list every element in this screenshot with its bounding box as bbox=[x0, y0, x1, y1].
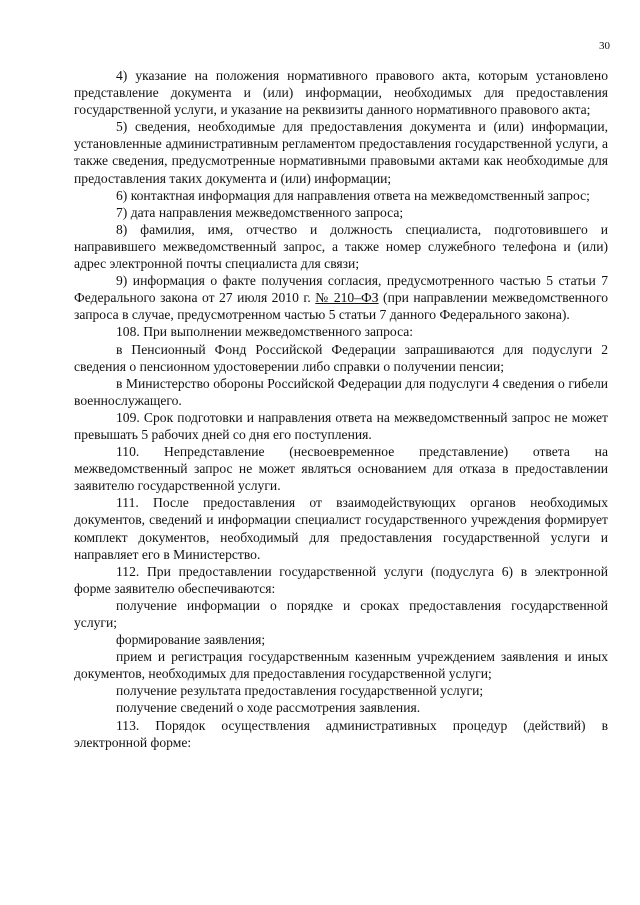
paragraph-112-item: получение информации о порядке и сроках предоставления государственной услуги; bbox=[74, 597, 608, 630]
paragraph-108-mo: в Министерство обороны Российской Федерации для подуслуги 4 сведения о гибели военнослужащего. bbox=[74, 375, 608, 408]
law-link[interactable]: № 210–ФЗ bbox=[315, 290, 379, 306]
paragraph-109: 109. Срок подготовки и направления ответа на межведомственный запрос не может превышать 5 рабочих дней со дня его поступления. bbox=[74, 409, 608, 442]
paragraph-108: 108. При выполнении межведомственного запроса: bbox=[116, 324, 414, 340]
page-number: 30 bbox=[599, 40, 610, 52]
paragraph-110: 110. Непредставление (несвоевременное представление) ответа на межведомственный запрос не может являться основанием для отказа в предоставлении заявителю государственной услуги. bbox=[74, 444, 608, 494]
paragraph-112-item: формирование заявления; bbox=[116, 632, 266, 648]
paragraph-112-item: прием и регистрация государственным казенным учреждением заявления и иных документов, необходимых для предоставления государственной услуги; bbox=[74, 649, 608, 682]
paragraph-111: 111. После предоставления от взаимодействующих органов необходимых документов, сведений и информации специалист государственного учреждения формирует комплект документов, необходимый для предоставления государственной услуги и направляет его в Министерство. bbox=[74, 495, 608, 562]
paragraph-113: 113. Порядок осуществления административных процедур (действий) в электронной форме: bbox=[74, 717, 608, 750]
paragraph-text: (при направлении межведомственного запроса в случае, предусмотренном частью 5 статьи 7 данного Федерального закона). bbox=[74, 290, 608, 323]
paragraph-text: 9) информация о факте получения согласия, предусмотренного частью 5 статьи 7 Федерального закона от 27 июля 2010 г. bbox=[74, 273, 608, 306]
paragraph-item-4: 4) указание на положения нормативного правового акта, которым установлено представление документа и (или) информации, необходимых для предоставления государственной услуги, и указание на реквизиты данного нормативного правового акта; bbox=[74, 68, 608, 118]
paragraph-item-9 bbox=[74, 272, 608, 323]
paragraph-item-8: 8) фамилия, имя, отчество и должность специалиста, подготовившего и направившего межведомственный запрос, а также номер служебного телефона и (или) адрес электронной почты специалиста для связи; bbox=[74, 221, 608, 272]
paragraph-112-item: получение сведений о ходе рассмотрения заявления. bbox=[116, 700, 421, 716]
paragraph-item-5: 5) сведения, необходимые для предоставления документа и (или) информации, установленные административным регламентом предоставления государственной услуги, а также сведения, предусмотренные нормативными правовыми актами как необходимые для предоставления таких документа и (или) информации; bbox=[74, 119, 608, 186]
document-body bbox=[74, 67, 608, 751]
paragraph-item-7: 7) дата направления межведомственного запроса; bbox=[116, 204, 404, 220]
paragraph-108-pfr: в Пенсионный Фонд Российской Федерации запрашиваются для подуслуги 2 сведения о пенсионном удостоверении либо справки о получении пенсии; bbox=[74, 341, 608, 374]
paragraph-112-item: получение результата предоставления государственной услуги; bbox=[116, 683, 484, 699]
paragraph-item-6: 6) контактная информация для направления ответа на межведомственный запрос; bbox=[116, 187, 590, 203]
paragraph-112: 112. При предоставлении государственной услуги (подуслуга 6) в электронной форме заявителю обеспечиваются: bbox=[74, 563, 608, 596]
